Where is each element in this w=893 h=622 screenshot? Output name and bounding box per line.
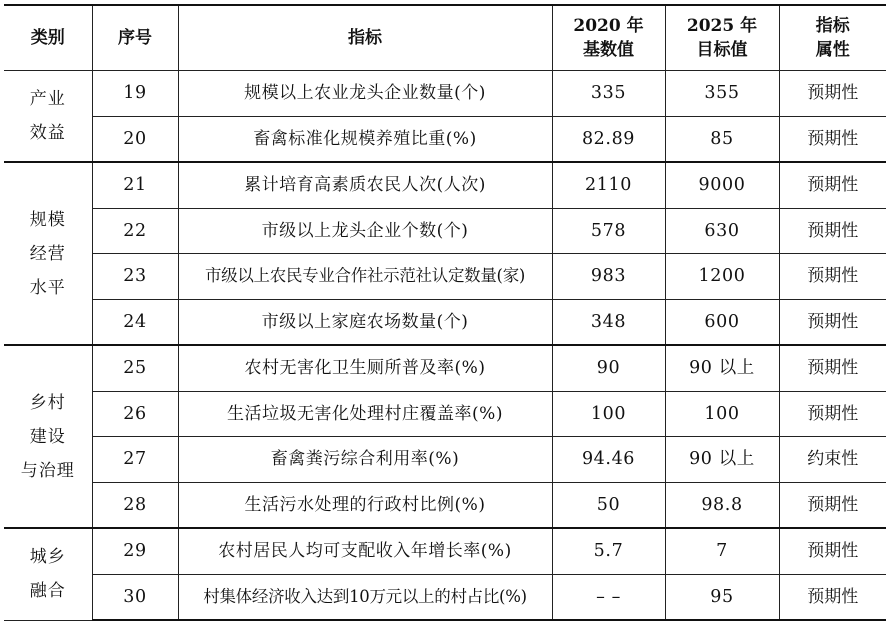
target-value-cell: 100	[665, 391, 779, 437]
base-value-cell: 348	[552, 299, 665, 345]
indicator-cell: 市级以上龙头企业个数(个)	[178, 208, 552, 254]
base-value-cell: 90	[552, 345, 665, 391]
category-line: 融合	[29, 581, 66, 602]
table-row	[4, 254, 886, 300]
attribute-cell: 预期性	[779, 528, 886, 574]
attribute-cell: 预期性	[779, 254, 886, 300]
table-row	[4, 345, 886, 391]
target-value-cell: 85	[665, 116, 779, 162]
category-line: 效益	[29, 123, 66, 143]
attribute-cell: 预期性	[779, 345, 886, 391]
attribute-cell: 预期性	[779, 71, 886, 117]
header-base-2020	[552, 5, 665, 71]
indicator-cell: 生活污水处理的行政村比例(%)	[178, 482, 552, 528]
table-row	[4, 574, 886, 620]
target-value-cell: 7	[665, 528, 779, 574]
indicator-cell: 畜禽粪污综合利用率(%)	[178, 437, 552, 483]
header-attribute	[779, 5, 886, 71]
header-base-2020-line: 基数值	[583, 40, 634, 60]
target-value-cell: 90 以上	[665, 345, 779, 391]
category-line: 水平	[29, 277, 66, 298]
category-cell	[4, 162, 92, 345]
indicator-cell: 市级以上家庭农场数量(个)	[178, 299, 552, 345]
category-cell	[4, 71, 92, 163]
attribute-cell: 约束性	[779, 437, 886, 483]
target-value-cell: 90 以上	[665, 437, 779, 483]
category-line: 乡村	[29, 392, 66, 413]
seq-cell: 22	[92, 208, 178, 254]
seq-cell: 30	[92, 574, 178, 620]
seq-cell: 19	[92, 71, 178, 117]
target-value-cell: 1200	[665, 254, 779, 300]
target-value-cell: 98.8	[665, 482, 779, 528]
header-base-2020-line: 2020 年	[573, 16, 644, 36]
indicator-cell: 生活垃圾无害化处理村庄覆盖率(%)	[178, 391, 552, 437]
table-row	[4, 528, 886, 574]
header-category: 类别	[4, 5, 92, 71]
category-line: 规模	[29, 209, 66, 230]
indicator-cell: 村集体经济收入达到10万元以上的村占比(%)	[178, 574, 552, 620]
header-seq: 序号	[92, 5, 178, 71]
header-attribute-line: 指标	[815, 16, 850, 36]
category-line: 产业	[29, 89, 66, 109]
base-value-cell: 94.46	[552, 437, 665, 483]
table-row	[4, 299, 886, 345]
target-value-cell: 600	[665, 299, 779, 345]
attribute-cell: 预期性	[779, 116, 886, 162]
base-value-cell: 2110	[552, 162, 665, 208]
base-value-cell: 50	[552, 482, 665, 528]
category-line: 城乡	[29, 547, 66, 568]
seq-cell: 26	[92, 391, 178, 437]
base-value-cell: – –	[552, 574, 665, 620]
base-value-cell: 578	[552, 208, 665, 254]
base-value-cell: 5.7	[552, 528, 665, 574]
indicator-table-page	[4, 4, 886, 614]
indicator-cell: 农村无害化卫生厕所普及率(%)	[178, 345, 552, 391]
seq-cell: 28	[92, 482, 178, 528]
table-row	[4, 208, 886, 254]
category-line: 与治理	[20, 460, 75, 481]
base-value-cell: 983	[552, 254, 665, 300]
base-value-cell: 100	[552, 391, 665, 437]
seq-cell: 23	[92, 254, 178, 300]
category-line: 经营	[29, 243, 66, 264]
category-cell	[4, 528, 92, 620]
table-row	[4, 482, 886, 528]
table-row	[4, 116, 886, 162]
seq-cell: 25	[92, 345, 178, 391]
indicator-table	[4, 4, 886, 621]
indicator-cell: 规模以上农业龙头企业数量(个)	[178, 71, 552, 117]
seq-cell: 24	[92, 299, 178, 345]
header-target-2025-line: 2025 年	[686, 16, 758, 36]
attribute-cell: 预期性	[779, 391, 886, 437]
seq-cell: 21	[92, 162, 178, 208]
attribute-cell: 预期性	[779, 299, 886, 345]
header-row	[4, 5, 886, 71]
indicator-cell: 市级以上农民专业合作社示范社认定数量(家)	[178, 254, 552, 300]
base-value-cell: 82.89	[552, 116, 665, 162]
category-line: 建设	[29, 426, 66, 447]
attribute-cell: 预期性	[779, 162, 886, 208]
indicator-cell: 农村居民人均可支配收入年增长率(%)	[178, 528, 552, 574]
category-cell	[4, 345, 92, 528]
seq-cell: 27	[92, 437, 178, 483]
header-target-2025-line: 目标值	[696, 40, 748, 60]
indicator-cell: 累计培育高素质农民人次(人次)	[178, 162, 552, 208]
attribute-cell: 预期性	[779, 208, 886, 254]
base-value-cell: 335	[552, 71, 665, 117]
indicator-cell: 畜禽标准化规模养殖比重(%)	[178, 116, 552, 162]
seq-cell: 29	[92, 528, 178, 574]
table-row	[4, 391, 886, 437]
target-value-cell: 355	[665, 71, 779, 117]
header-target-2025	[665, 5, 779, 71]
header-indicator: 指标	[178, 5, 552, 71]
table-row	[4, 437, 886, 483]
attribute-cell: 预期性	[779, 482, 886, 528]
table-row	[4, 162, 886, 208]
table-row	[4, 71, 886, 117]
attribute-cell: 预期性	[779, 574, 886, 620]
header-attribute-line: 属性	[815, 40, 850, 60]
seq-cell: 20	[92, 116, 178, 162]
target-value-cell: 9000	[665, 162, 779, 208]
target-value-cell: 630	[665, 208, 779, 254]
target-value-cell: 95	[665, 574, 779, 620]
table-body	[4, 71, 886, 621]
